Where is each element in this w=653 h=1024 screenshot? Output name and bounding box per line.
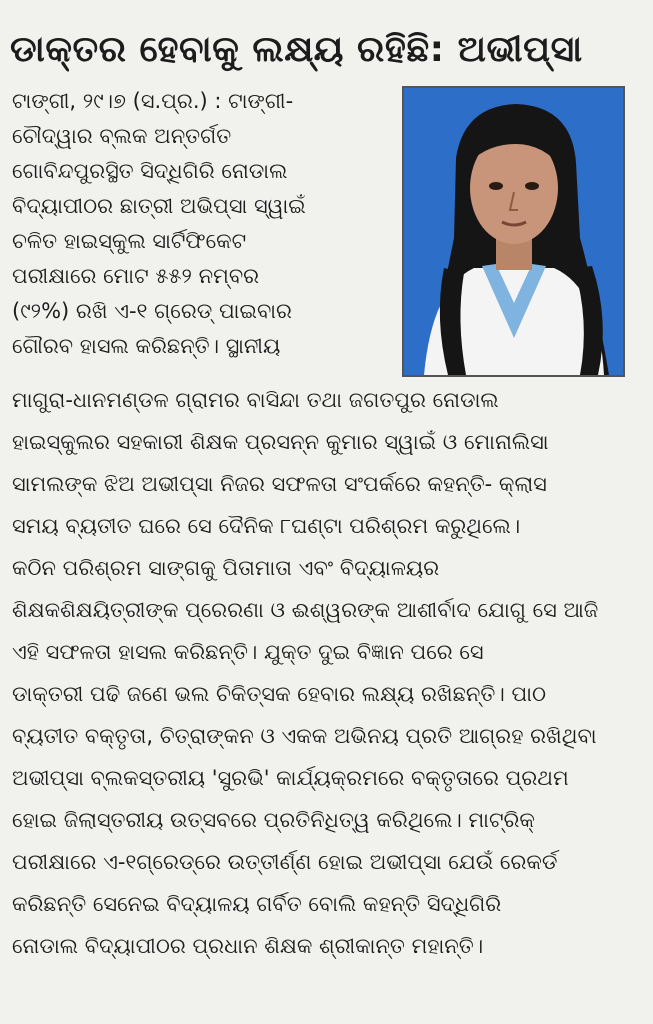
body-line: କଠିନ ପରିଶ୍ରମ ସାଙ୍ଗକୁ ପିତାମାତା ଏବଂ ବିଦ୍ୟାଳୟର — [12, 556, 440, 580]
body-line: ପରୀକ୍ଷାରେ ମୋଟ ୫୫୨ ନମ୍ବର — [12, 264, 260, 288]
article-headline: ଡାକ୍ତର ହେବାକୁ ଲକ୍ଷ୍ୟ ରହିଛି: ଅଭୀପ୍ସା — [10, 29, 583, 70]
body-line: ଗୋବିନ୍ଦପୁରସ୍ଥିତ ସିଦ୍ଧିଗିରି ନୋଡାଲ — [12, 159, 288, 183]
portrait-illustration — [404, 88, 623, 375]
body-line: ଅଭୀପ୍ସା ବ୍ଲକସ୍ତରୀୟ 'ସୁରଭି' କାର୍ଯ୍ୟକ୍ରମରେ ବକ୍ତୃତାରେ ପ୍ରଥମ — [12, 766, 569, 790]
body-line: ସମୟ ବ୍ୟତୀତ ଘରେ ସେ ଦୈନିକ ୮ଘଣ୍ଟା ପରିଶ୍ରମ କରୁଥିଲେ। — [12, 514, 521, 538]
body-line: ବ୍ୟତୀତ ବକ୍ତୃତା, ଚିତ୍ରାଙ୍କନ ଓ ଏକକ ଅଭିନୟ ପ୍ରତି ଆଗ୍ରହ ରଖିଥିବା — [12, 724, 597, 748]
body-line: (୯୨%) ରଖି ଏ-୧ ଗ୍ରେଡ୍ ପାଇବାର — [12, 299, 292, 323]
body-line: ଚୌଦ୍ୱାର ବ୍ଲକ ଅନ୍ତର୍ଗତ — [12, 124, 232, 148]
body-line: ଟାଙ୍ଗୀ, ୨୯।୭ (ସ.ପ୍ର.) : ଟାଙ୍ଗୀ- — [12, 89, 294, 113]
body-line: ଶିକ୍ଷକଶିକ୍ଷୟିତ୍ରୀଙ୍କ ପ୍ରେରଣା ଓ ଈଶ୍ୱରଙ୍କ ଆଶୀର୍ବାଦ ଯୋଗୁ ସେ ଆଜି — [12, 598, 599, 622]
body-line: ସାମଲଙ୍କ ଝିଅ ଅଭୀପ୍ସା ନିଜର ସଫଳତା ସଂପର୍କରେ କହନ୍ତି- କ୍ଲାସ — [12, 472, 547, 496]
body-line: କରିଛନ୍ତି ସେନେଇ ବିଦ୍ୟାଳୟ ଗର୍ବିତ ବୋଲି କହନ୍ତି ସିଦ୍ଧିଗିରି — [12, 892, 502, 916]
body-line: ନୋଡାଲ ବିଦ୍ୟାପୀଠର ପ୍ରଧାନ ଶିକ୍ଷକ ଶ୍ରୀକାନ୍ତ ମହାନ୍ତି। — [12, 934, 484, 958]
body-line: ହୋଇ ଜିଲାସ୍ତରୀୟ ଉତ୍ସବରେ ପ୍ରତିନିଧିତ୍ୱ କରିଥିଲେ। ମାଟ୍ରିକ୍ — [12, 808, 535, 832]
body-line: ପରୀକ୍ଷାରେ ଏ-୧ଗ୍ରେଡ୍‌ରେ ଉତ୍ତୀର୍ଣ୍ଣ ହୋଇ ଅଭୀପ୍ସା ଯେଉଁ ରେକର୍ଡ — [12, 850, 558, 874]
body-line: ଗୌରବ ହାସଲ କରିଛନ୍ତି। ସ୍ଥାନୀୟ — [12, 334, 281, 358]
body-line: ଚଳିତ ହାଇସ୍କୁଲ ସାର୍ଟିଫିକେଟ — [12, 229, 247, 253]
body-line: ବିଦ୍ୟାପୀଠର ଛାତ୍ରୀ ଅଭିପ୍ସା ସ୍ୱାଇଁ — [12, 194, 306, 218]
body-line: ଏହି ସଫଳତା ହାସଲ କରିଛନ୍ତି। ଯୁକ୍ତ ଦୁଇ ବିଜ୍ଞାନ ପରେ ସେ — [12, 640, 484, 664]
body-line: ମାଗୁରା-ଧାନମଣ୍ଡଳ ଗ୍ରାମର ବାସିନ୍ଦା ତଥା ଜଗତପୁର ନୋଡାଲ — [12, 388, 499, 412]
student-photo — [402, 86, 625, 377]
body-line: ଡାକ୍ତରୀ ପଢି ଜଣେ ଭଲ ଚିକିତ୍ସକ ହେବାର ଲକ୍ଷ୍ୟ ରଖିଛନ୍ତି। ପାଠ — [12, 682, 547, 706]
body-line: ହାଇସ୍କୁଲର ସହକାରୀ ଶିକ୍ଷକ ପ୍ରସନ୍ନ କୁମାର ସ୍ୱାଇଁ ଓ ମୋନାଲିସା — [12, 430, 549, 454]
